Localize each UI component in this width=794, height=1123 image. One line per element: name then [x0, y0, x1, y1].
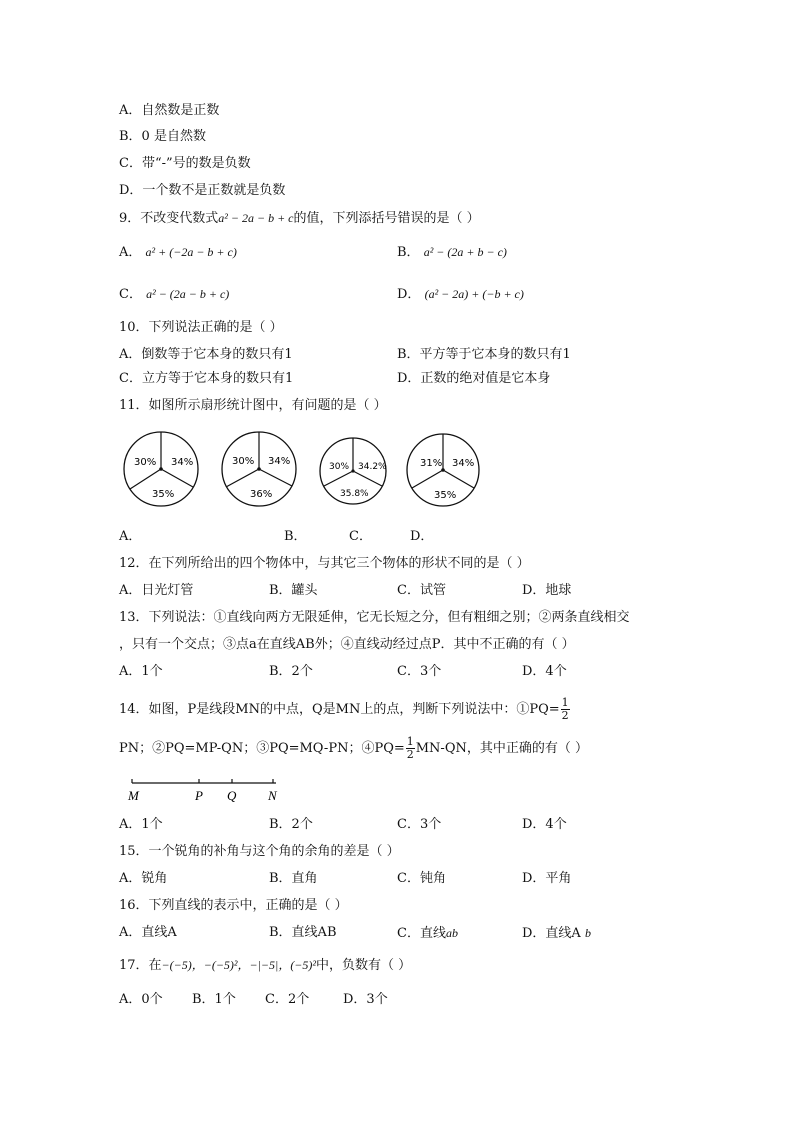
pie-a-label-3: 35% — [152, 489, 175, 500]
pie-d-divider — [412, 470, 443, 488]
point-label-m: M — [128, 788, 139, 803]
q12-option-c: C．试管 — [397, 583, 446, 598]
q9-option-d-expr: (a² − 2a) + (−b + c) — [424, 287, 524, 301]
pie-c-center — [351, 469, 354, 472]
q14-option-d: D．4个 — [522, 817, 567, 832]
q13-option-d: D．4个 — [522, 664, 567, 679]
pie-a-divider — [161, 469, 193, 487]
q12-option-b: B．罐头 — [269, 583, 318, 598]
q13-option-a: A．1个 — [119, 664, 163, 679]
pie-a — [124, 432, 198, 506]
q17-prefix: 17．在 — [119, 958, 162, 973]
pie-d-label-2: 34% — [452, 458, 475, 469]
q9-option-a-label: A． — [119, 245, 142, 260]
q15-option-c: C．钝角 — [397, 871, 446, 886]
q15-stem: 15．一个锐角的补角与这个角的余角的差是（ ） — [119, 844, 400, 859]
pie-c-label-2: 34.2% — [358, 462, 387, 472]
pie-b — [222, 432, 296, 506]
fraction-numerator: 1 — [406, 735, 414, 748]
q8-option-c: C．带“-”号的数是负数 — [119, 156, 251, 171]
pie-b-label-1: 30% — [232, 456, 255, 467]
q9-prefix: 9．不改变代数式 — [119, 211, 219, 226]
q17-suffix: 中，负数有（ ） — [316, 958, 412, 973]
pie-d-label-3: 35% — [434, 490, 457, 501]
q14-option-b: B．2个 — [269, 817, 313, 832]
q11-option-d: D． — [410, 529, 434, 544]
pie-a-center — [159, 467, 163, 471]
q15-option-a: A．锐角 — [119, 871, 168, 886]
q10-option-b: B．平方等于它本身的数只有1 — [397, 347, 571, 362]
q9-stem — [119, 209, 480, 228]
q15-option-b: B．直角 — [269, 871, 318, 886]
pie-a-label-1: 30% — [134, 457, 157, 468]
q11-option-b: B． — [284, 529, 307, 544]
q9-option-d — [397, 285, 524, 304]
pie-a-divider — [130, 469, 161, 489]
q14-stem-line2-text-b: MN-QN，其中正确的有（ ） — [415, 741, 588, 756]
q10-option-d: D．正数的绝对值是它本身 — [397, 371, 551, 386]
point-label-n: N — [268, 788, 277, 803]
q12-stem: 12．在下列所给出的四个物体中，与其它三个物体的形状不同的是（ ） — [119, 556, 530, 571]
q8-option-b: B．0 是自然数 — [119, 129, 206, 144]
q14-segment-figure — [120, 775, 320, 805]
pie-b-label-2: 34% — [268, 456, 291, 467]
pie-d-divider — [443, 470, 474, 488]
q17-stem — [119, 956, 411, 975]
q10-stem: 10．下列说法正确的是（ ） — [119, 320, 283, 335]
q14-stem-line2-text-a: PN；②PQ=MP-QN；③PQ=MQ-PN；④PQ= — [119, 741, 405, 756]
pie-d-label-1: 31% — [420, 458, 443, 469]
q15-option-d: D．平角 — [522, 871, 572, 886]
q11-option-a: A． — [119, 529, 142, 544]
pie-b-label-3: 36% — [250, 489, 273, 500]
q9-suffix: 的值，下列添括号错误的是（ ） — [293, 211, 480, 226]
q16-option-d — [522, 924, 591, 943]
q8-option-a: A．自然数是正数 — [119, 103, 220, 118]
q16-option-c-math: ab — [445, 926, 458, 940]
q14-option-a: A．1个 — [119, 817, 163, 832]
q9-option-a-expr: a² + (−2a − b + c) — [145, 245, 237, 259]
q16-stem: 16．下列直线的表示中，正确的是（ ） — [119, 898, 348, 913]
pie-c — [320, 438, 387, 504]
q13-stem-line1: 13．下列说法：①直线向两方无限延伸，它无长短之分，但有粗细之别；②两条直线相交 — [119, 610, 630, 625]
q12-option-a: A．日光灯管 — [119, 583, 194, 598]
pie-b-center — [257, 467, 261, 471]
fraction-numerator: 1 — [561, 696, 569, 709]
fraction-denominator: 2 — [406, 748, 414, 761]
pie-d — [407, 434, 479, 506]
q16-option-c — [397, 924, 458, 943]
q17-option-c: C．2个 — [265, 992, 310, 1007]
q8-option-d: D．一个数不是正数就是负数 — [119, 183, 286, 198]
q11-option-c: C． — [349, 529, 372, 544]
q17-option-a: A．0个 — [119, 992, 163, 1007]
q9-option-c — [119, 285, 229, 304]
q11-pie-charts — [0, 428, 794, 528]
q11-stem: 11．如图所示扇形统计图中，有问题的是（ ） — [119, 398, 387, 413]
q14-stem-line1 — [119, 697, 571, 722]
q13-option-b: B．2个 — [269, 664, 313, 679]
point-label-p: P — [195, 788, 203, 803]
q13-option-c: C．3个 — [397, 664, 442, 679]
q16-option-c-text: C．直线 — [397, 926, 446, 941]
pie-b-divider — [259, 469, 292, 486]
q10-option-a: A．倒数等于它本身的数只有1 — [119, 347, 293, 362]
pie-a-label-2: 34% — [171, 457, 194, 468]
q12-option-d: D．地球 — [522, 583, 572, 598]
q14-fraction-half — [561, 697, 570, 722]
q16-option-b: B．直线AB — [269, 925, 337, 940]
q9-option-c-expr: a² − (2a − b + c) — [146, 287, 230, 301]
q14-option-c: C．3个 — [397, 817, 442, 832]
q17-expression: −(−5)，−(−5)²，−|−5|，(−5)² — [161, 958, 317, 972]
q16-option-d-math: b — [584, 926, 591, 940]
q14-fraction-half-2 — [406, 736, 415, 761]
pie-b-divider — [226, 469, 259, 487]
pie-c-label-1: 30% — [329, 462, 350, 472]
pie-c-divider — [324, 471, 353, 486]
q10-option-c: C．立方等于它本身的数只有1 — [119, 371, 294, 386]
q9-option-b — [397, 243, 507, 262]
q16-option-d-text: D．直线A — [522, 926, 581, 941]
q9-option-b-expr: a² − (2a + b − c) — [423, 245, 507, 259]
q9-option-c-label: C． — [119, 287, 142, 302]
q14-stem-line2 — [119, 736, 588, 761]
q17-option-b: B．1个 — [192, 992, 236, 1007]
q9-option-d-label: D． — [397, 287, 421, 302]
q9-option-a — [119, 243, 237, 262]
q13-stem-line2: ，只有一个交点；③点a在直线AB外；④直线动经过点P．其中不正确的有（ ） — [119, 637, 575, 652]
q16-option-a: A．直线A — [119, 925, 177, 940]
pie-c-divider — [353, 471, 382, 486]
q9-expression: a² − 2a − b + c — [218, 211, 294, 225]
point-label-q: Q — [227, 788, 237, 803]
q14-stem-line1-text: 14．如图，P是线段MN的中点，Q是MN上的点，判断下列说法中：①PQ= — [119, 702, 560, 717]
q17-option-d: D．3个 — [343, 992, 388, 1007]
fraction-denominator: 2 — [561, 709, 569, 722]
pie-c-label-3: 35.8% — [340, 489, 369, 499]
q9-option-b-label: B． — [397, 245, 420, 260]
